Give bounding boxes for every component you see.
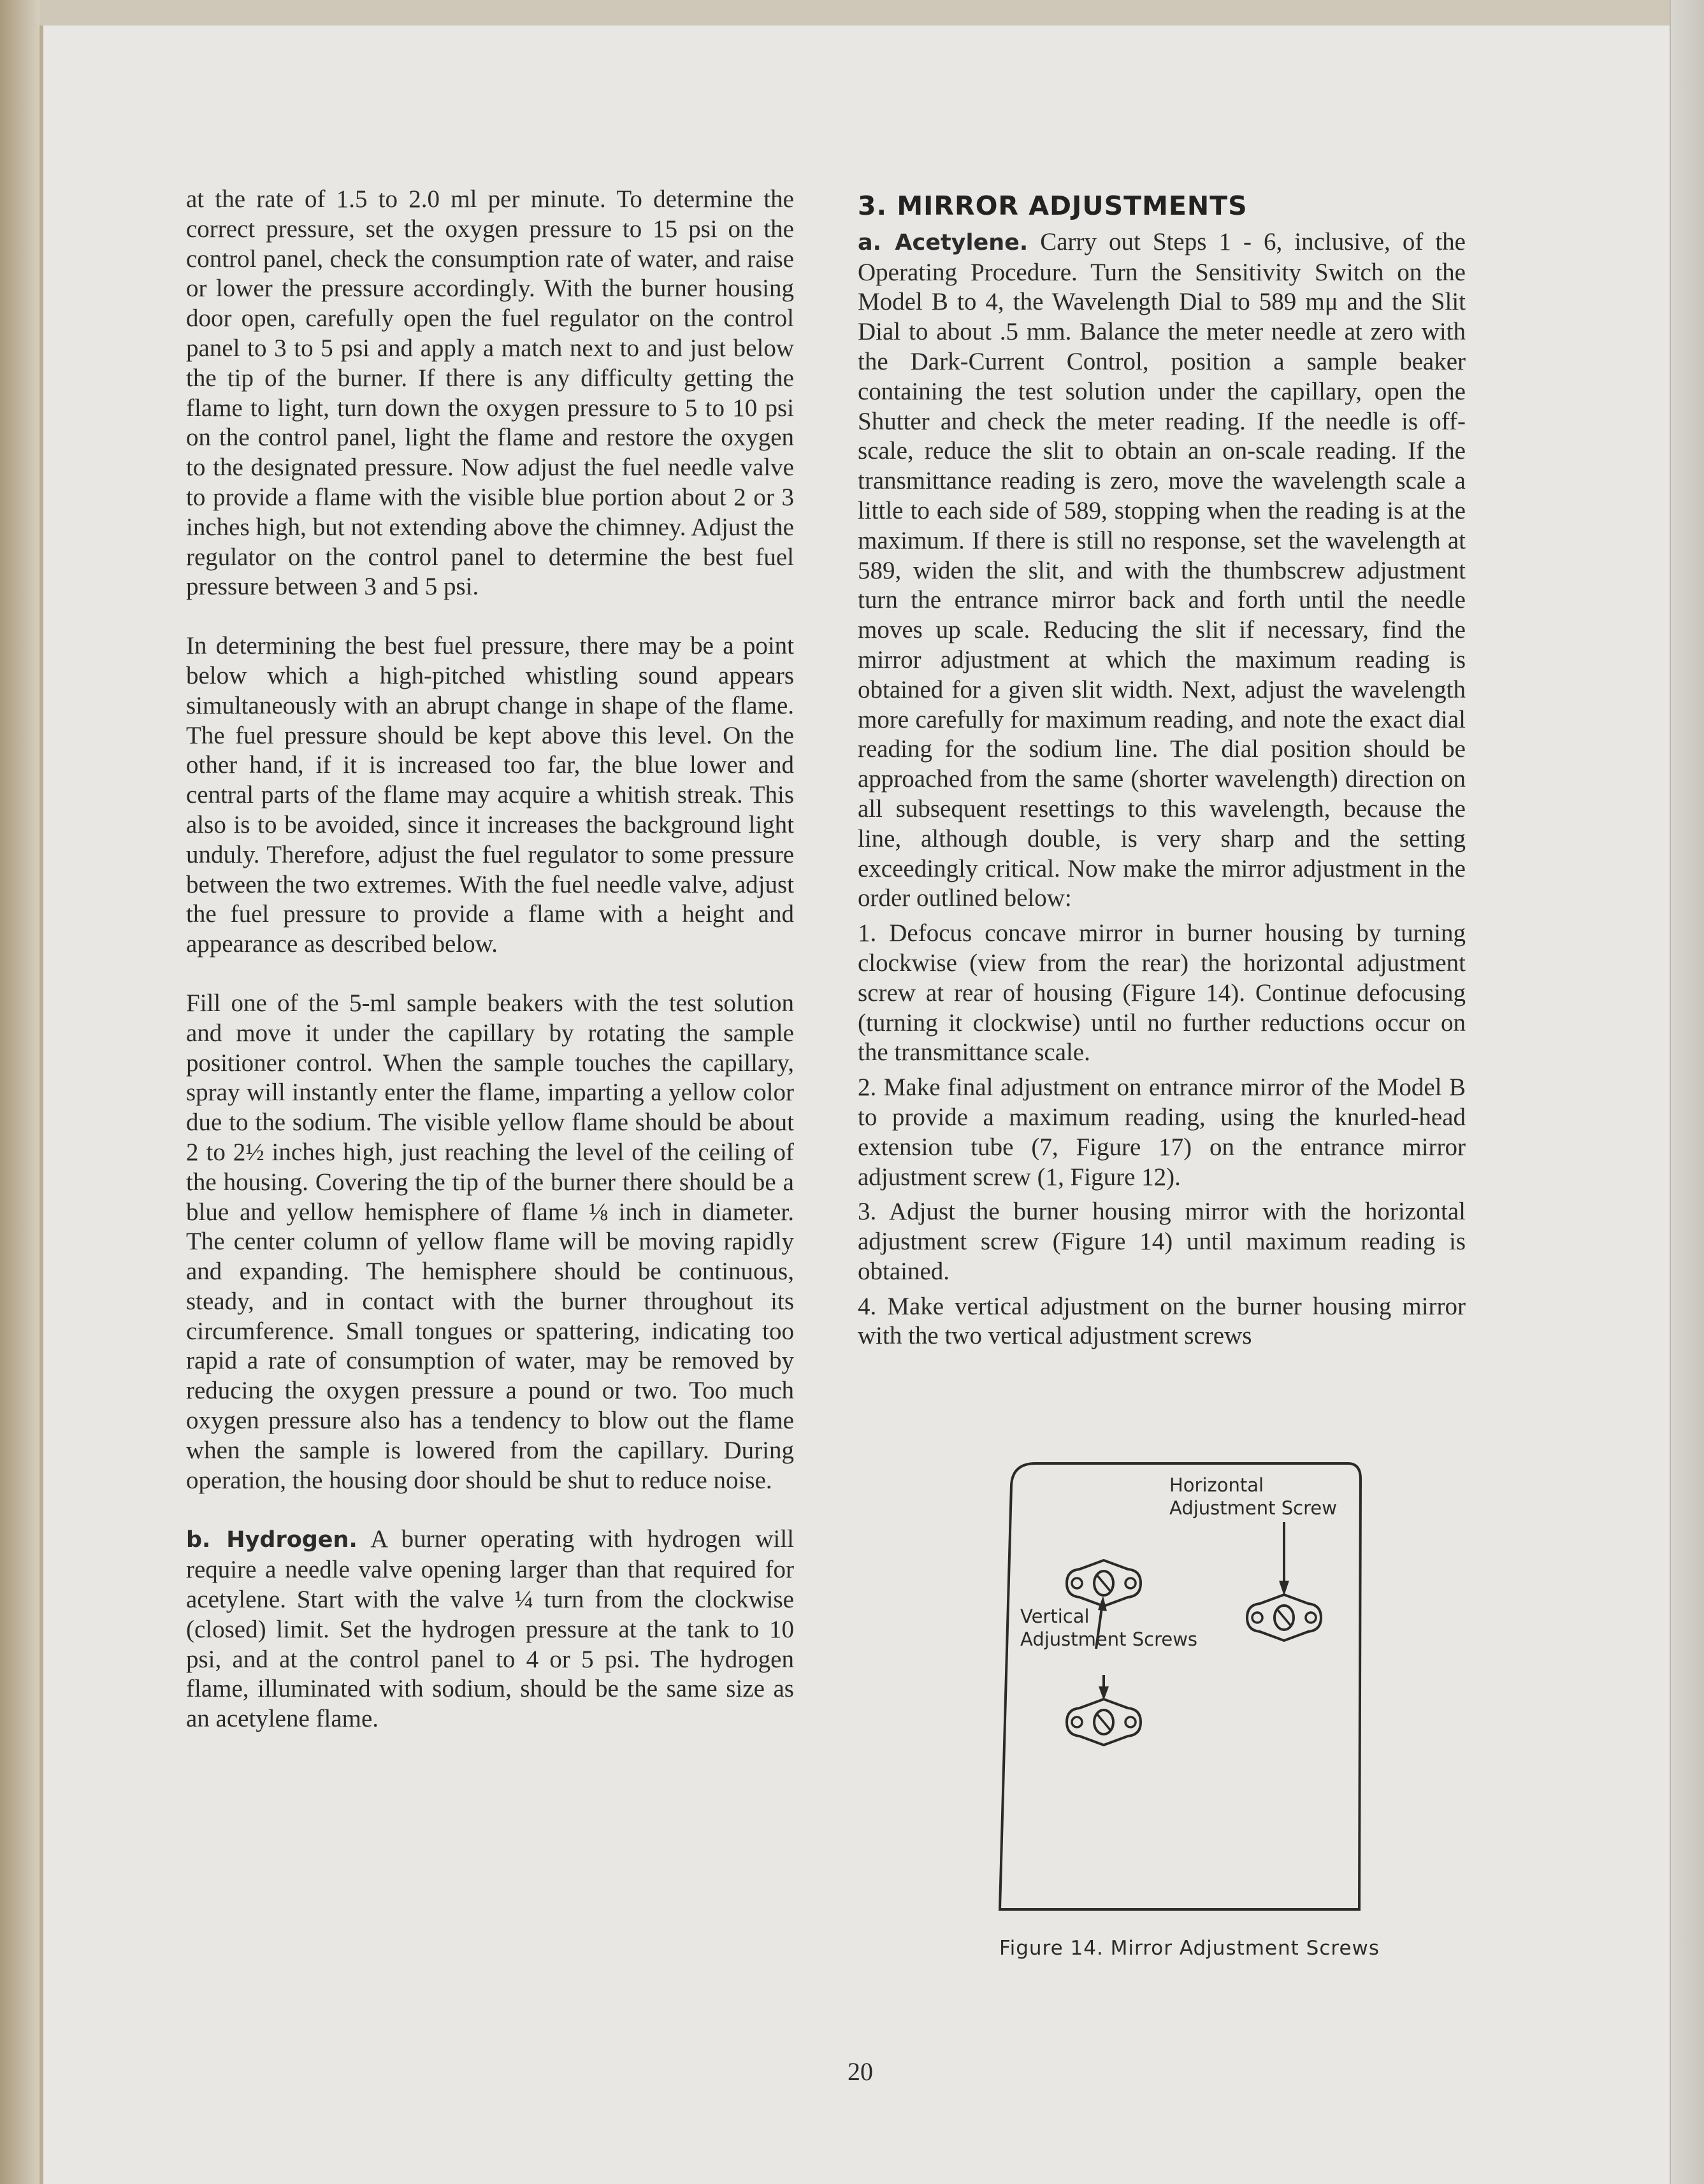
hydrogen-text: A burner operating with hydrogen will require a needle valve opening larger than that required for acetylene. Start with the valve ¼ turn from the clockwise (closed) limit. Set the hydrogen pressure at the tank to 10 psi, and at the control panel to 4 or 5 psi. The hydrogen flame, illuminated with sodium, should be the same size as an acetylene flame. — [186, 1525, 794, 1733]
hydrogen-lead: b. Hydrogen. — [186, 1527, 357, 1553]
paragraph-hydrogen — [186, 1525, 794, 1734]
acetylene-lead: a. Acetylene. — [858, 229, 1029, 255]
label-vertical-2: Adjustment Screws — [1020, 1628, 1198, 1650]
next-page-edge — [1670, 0, 1704, 2184]
left-column — [186, 185, 794, 1764]
section-heading: 3. MIRROR ADJUSTMENTS — [858, 190, 1248, 221]
paragraph-fuel-pressure-setup: at the rate of 1.5 to 2.0 ml per minute. To determine the correct pressure, set the oxygen pressure to 15 psi on the control panel, check the consumption rate of water, and raise or lower the pressure accordingly. With the burner housing door open, carefully open the fuel regulator on the control panel to 3 to 5 psi and apply a match next to and just below the tip of the burner. If there is any difficulty getting the flame to light, turn down the oxygen pressure to 5 to 10 psi on the control panel, light the flame and restore the oxygen to the designated pressure. Now adjust the fuel needle valve to provide a flame with the visible blue portion about 2 or 3 inches high, but not extending above the chimney. Adjust the regulator on the control panel to determine the best fuel pressure between 3 and 5 psi. — [186, 185, 794, 601]
figure-drawing — [997, 1460, 1362, 1912]
label-horizontal-2: Adjustment Screw — [1169, 1497, 1337, 1519]
paragraph-best-fuel-pressure: In determining the best fuel pressure, there may be a point below which a high-pitched whistling sound appears simultaneously with an abrupt change in shape of the flame. The fuel pressure should be kept above this level. On the other hand, if it is increased too far, the blue lower and central parts of the flame may acquire a whitish streak. This also is to be avoided, since it increases the background light unduly. Therefore, adjust the fuel regulator to some pressure between the two extremes. With the fuel needle valve, adjust the fuel pressure to provide a flame with a height and appearance as described below. — [186, 632, 794, 958]
vertical-screw-bottom-icon — [1067, 1699, 1141, 1745]
label-vertical-1: Vertical — [1020, 1606, 1090, 1627]
step-1: 1. Defocus concave mirror in burner housing by turning clockwise (view from the rear) the horizontal adjustment screw at rear of housing (Figure 14). Continue defocusing (turning it clockwise) until no further reductions occur on the transmittance scale. — [858, 919, 1466, 1067]
step-4: 4. Make vertical adjustment on the burner housing mirror with the two vertical adjustment screws — [858, 1292, 1466, 1350]
page-number: 20 — [848, 2057, 873, 2086]
step-2: 2. Make final adjustment on entrance mirror of the Model B to provide a maximum reading, using the knurled-head extension tube (7, Figure 17) on the entrance mirror adjustment screw (1, Figure 12). — [858, 1074, 1466, 1191]
horizontal-screw-icon — [1247, 1595, 1321, 1641]
acetylene-text: Carry out Steps 1 - 6, inclusive, of the Operating Procedure. Turn the Sensitivity Switch on the Model B to 4, the Wavelength Dial to 589 mμ and the Slit Dial to about .5 mm. Balance the meter needle at zero with the Dark-Current Control, position a sample beaker containing the test solution under the capillary, open the Shutter and check the meter reading. If the needle is off-scale, reduce the slit to obtain an on-scale reading. If the transmittance reading is zero, move the wavelength scale a little to each side of 589, stopping when the reading is at the maximum. If there is still no response, set the wavelength at 589, widen the slit, and with the thumbscrew adjustment turn the entrance mirror back and forth until the needle moves up scale. Reducing the slit if necessary, find the mirror adjustment at which the maximum reading is obtained for a given slit width. Next, adjust the wavelength more carefully for maximum reading, and note the exact dial reading for the sodium line. The dial position should be approached from the same (shorter wavelength) direction on all subsequent resettings to this wavelength, because the line, although double, is very sharp and the setting exceedingly critical. Now make the mirror adjustment in the order outlined below: — [858, 227, 1466, 912]
book-spine-edge — [0, 0, 40, 2184]
figure-14-diagram — [997, 1460, 1362, 1912]
paragraph-acetylene — [858, 227, 1466, 914]
figure-caption: Figure 14. Mirror Adjustment Screws — [999, 1937, 1380, 1960]
figure-frame — [1000, 1463, 1361, 1909]
label-horizontal-1: Horizontal — [1169, 1474, 1264, 1496]
paragraph-sample-beaker: Fill one of the 5-ml sample beakers with the test solution and move it under the capillary by rotating the sample positioner control. When the sample touches the capillary, spray will instantly enter the flame, imparting a yellow color due to the sodium. The visible yellow flame should be about 2 to 2½ inches high, just reaching the level of the ceiling of the housing. Covering the tip of the burner there should be a blue and yellow hemisphere of flame ⅛ inch in diameter. The center column of yellow flame will be moving rapidly and expanding. The hemisphere should be continuous, steady, and in contact with the burner throughout its circumference. Small tongues or spattering, indicating too rapid a rate of consumption of water, may be removed by reducing the oxygen pressure a pound or two. Too much oxygen pressure also has a tendency to blow out the flame when the sample is lowered from the capillary. During operation, the housing door should be shut to reduce noise. — [186, 989, 794, 1494]
step-3: 3. Adjust the burner housing mirror with the horizontal adjustment screw (Figure 14) until maximum reading is obtained. — [858, 1198, 1466, 1285]
right-column — [858, 191, 1466, 1356]
